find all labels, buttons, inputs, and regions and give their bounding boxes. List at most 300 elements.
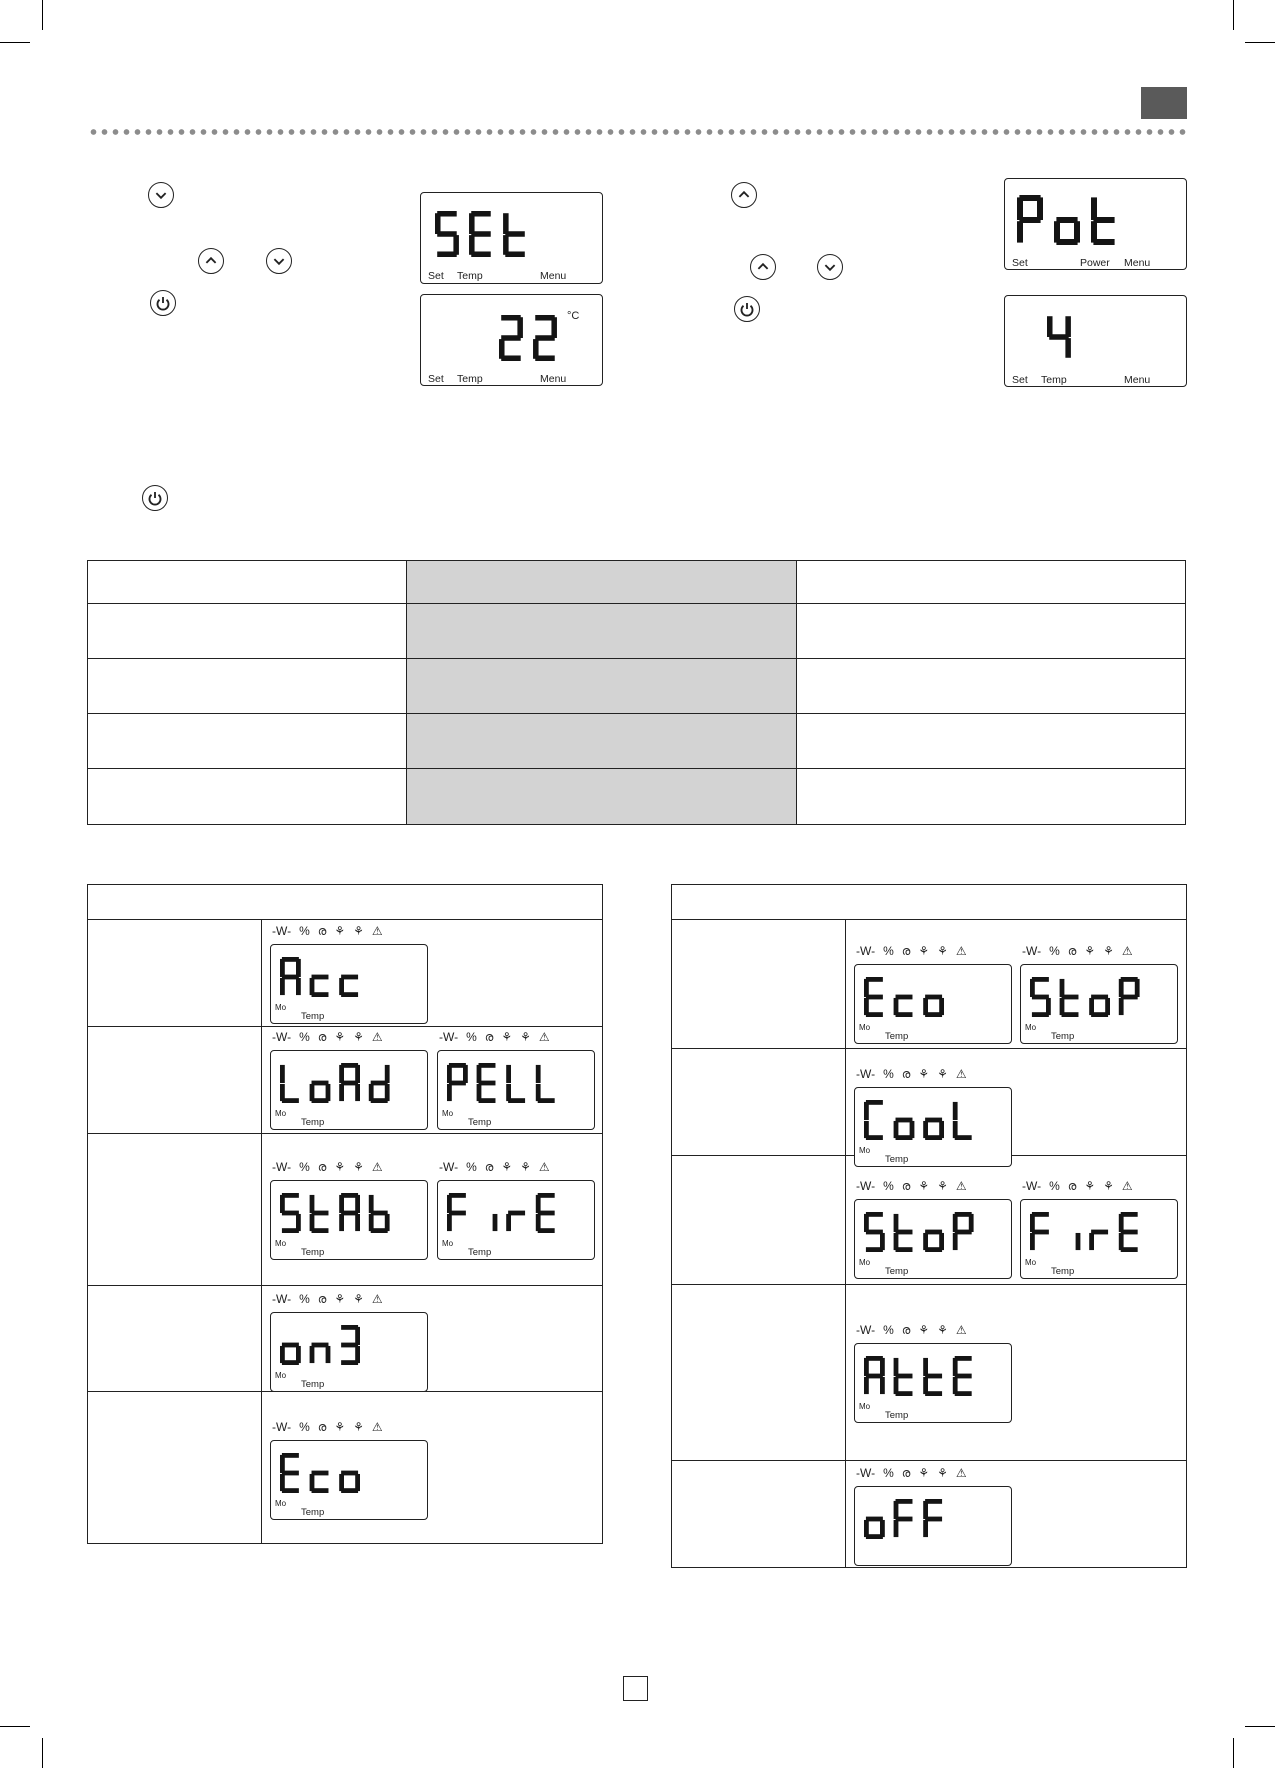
lcd-segment [1054,221,1060,242]
lcd-label-temp: Temp [301,1247,325,1258]
lcd-label-menu: Menu [540,270,567,282]
lcd-segment [864,1102,869,1120]
alarm-icon: ⚠ [955,1179,967,1193]
lcd-segment [866,1247,883,1252]
status-icon-row [272,1030,389,1044]
blower-icon: ര [901,1323,911,1337]
status-icon-row [856,1067,973,1081]
lcd-segment [1119,1233,1124,1250]
lcd-segment [371,1081,388,1086]
lcd-label-temp: Temp [468,1247,492,1258]
lcd-segment [896,995,913,1000]
status-display [854,944,1014,1044]
fan1-icon: ⚘ [918,1466,930,1480]
lcd-segment [1060,998,1065,1015]
table-cell [88,1027,262,1134]
pellet-auger-icon: % [299,1030,310,1044]
lcd-segment [499,339,505,359]
fan2-icon: ⚘ [353,1160,364,1174]
lcd-segment [296,959,301,977]
lcd-segment [864,979,869,997]
fan1-icon: ⚘ [501,1160,513,1174]
heater-icon: -W- [272,1160,292,1174]
lcd-segment [955,1374,972,1379]
lcd-segment [896,1374,913,1379]
lcd-segment [866,1374,883,1379]
lcd-label-mo: Mo [859,1146,871,1155]
lcd-digits [1030,977,1140,1017]
lcd-segment [894,1233,899,1250]
status-icon-row [856,944,973,958]
lcd-segment [339,1474,344,1491]
table-cell [672,1049,846,1156]
lcd-segment [894,1377,899,1394]
crop-mark [1233,1738,1234,1768]
fan2-icon: ⚘ [937,1323,948,1337]
alarm-icon: ⚠ [955,944,967,958]
lcd-segment [369,1214,374,1231]
blower-icon: ര [317,1420,327,1434]
crop-mark [1245,1726,1275,1727]
pellet-auger-icon: % [883,1067,894,1081]
alarm-icon: ⚠ [1121,1179,1133,1193]
lcd-segment [880,1377,885,1394]
status-display [270,1420,430,1520]
lcd-segment [339,1065,344,1083]
pellet-auger-icon: % [1049,944,1060,958]
pellet-auger-icon: % [299,1292,310,1306]
lcd-set-power [1004,178,1187,270]
table-cell [407,659,797,714]
lcd-segment [280,1474,285,1491]
status-icon-row [439,1030,556,1044]
pellet-auger-icon: % [466,1160,477,1174]
heater-icon: -W- [439,1160,459,1174]
lcd-segment [341,1360,358,1365]
lcd-segment [310,978,315,995]
lcd-segment [866,995,883,1000]
status-icon-row [439,1160,556,1174]
lcd-segment [923,998,928,1015]
lcd-digits [280,957,360,997]
lcd-label-mo: Mo [859,1258,871,1267]
pellet-auger-icon: % [299,1420,310,1434]
status-icon-row [856,1323,973,1337]
lcd-segment [282,1228,299,1233]
lcd-segment [503,213,509,234]
lcd-label-temp: Temp [1051,1266,1075,1277]
lcd-segment [477,1065,482,1083]
lcd-segment [923,1358,928,1376]
lcd-segment [341,1343,358,1348]
heater-icon: -W- [272,1420,292,1434]
status-display [1020,1179,1180,1279]
lcd-segment [1056,217,1077,223]
fan2-icon: ⚘ [353,1420,364,1434]
lcd-segment [864,998,869,1015]
lcd-segment [925,1230,942,1235]
fan2-icon: ⚘ [520,1160,531,1174]
lcd-label-temp: Temp [468,1117,492,1128]
table-row [88,769,1186,825]
lcd-label-temp: Temp [885,1031,909,1042]
crop-mark [42,1738,43,1768]
lcd-segment [1089,998,1094,1015]
page-section-tab [1141,87,1187,119]
lcd-segment [925,1374,942,1379]
chevron-up-icon [731,182,757,208]
lcd-segment [953,1102,958,1120]
blower-icon: ര [317,924,327,938]
lcd-segment [866,1230,883,1235]
pellet-auger-icon: % [883,1323,894,1337]
lcd-segment [925,1118,942,1123]
status-lcd [270,1440,428,1520]
fan2-icon: ⚘ [937,1179,948,1193]
chevron-up-icon [198,248,224,274]
lcd-segment [280,1065,285,1083]
lcd-segment [1017,221,1023,242]
crop-mark [0,42,30,43]
lcd-segment [341,1081,358,1086]
alarm-icon: ⚠ [371,1030,383,1044]
lcd-segment [1119,998,1124,1015]
lcd-segment [341,1211,358,1216]
table-cell [88,1134,262,1286]
lcd-segment [435,213,441,234]
status-display [1020,944,1180,1044]
lcd-segment [955,1230,972,1235]
lcd-label-mo: Mo [442,1109,454,1118]
blower-icon: ര [901,1179,911,1193]
fan1-icon: ⚘ [334,924,346,938]
lcd-label-temp: Temp [301,1011,325,1022]
lcd-segment [866,1517,883,1522]
lcd-segment [864,1358,869,1376]
lcd-set-temperature [420,192,603,284]
lcd-segment [1032,1012,1049,1017]
lcd-segment [953,1233,958,1250]
fan2-icon: ⚘ [353,1030,364,1044]
status-display [270,1160,430,1260]
lcd-label-mo: Mo [859,1402,871,1411]
fan2-icon: ⚘ [353,924,364,938]
lcd-segment [310,1214,315,1231]
lcd-segment [477,1084,482,1101]
alarm-icon: ⚠ [538,1030,550,1044]
heater-icon: -W- [272,924,292,938]
blower-icon: ര [1067,944,1077,958]
power-icon [142,485,168,511]
lcd-segment [339,1214,344,1231]
lcd-label-power: Power [1080,257,1110,269]
lcd-segment [896,1118,913,1123]
status-icon-row [272,1420,389,1434]
status-display [854,1466,1014,1566]
status-lcd [854,1486,1012,1566]
lcd-segment [341,1471,358,1476]
blower-icon: ര [1067,1179,1077,1193]
lcd-segment [894,1501,899,1519]
lcd-segment [310,1195,315,1213]
lcd-digits [864,1499,944,1539]
table-header-row [672,885,1187,920]
lcd-segment [369,1084,374,1101]
lcd-segment [469,213,475,234]
lcd-digits [499,315,557,361]
lcd-segment [282,975,299,980]
lcd-segment [326,1346,331,1363]
status-icon-row [856,1179,973,1193]
lcd-segment [1091,197,1097,220]
alarm-icon: ⚠ [371,924,383,938]
lcd-segment [517,317,523,338]
lcd-segment [894,1214,899,1232]
lcd-segment [312,1343,329,1348]
table-cell [672,1461,846,1568]
lcd-segment [894,1520,899,1537]
lcd-segment [280,1195,285,1213]
lcd-segment [505,231,525,237]
alarm-icon: ⚠ [371,1160,383,1174]
lcd-digits [864,1100,974,1140]
alarm-icon: ⚠ [955,1067,967,1081]
status-display [854,1067,1014,1167]
lcd-digits [435,211,527,257]
lcd-segment [506,1065,511,1083]
lcd-segment [923,1501,928,1519]
lcd-segment [280,1346,285,1363]
lcd-segment [953,1377,958,1394]
lcd-segment [1047,316,1053,337]
table-row [88,604,1186,659]
page-number-box [623,1676,648,1701]
lcd-segment [538,1211,555,1216]
lcd-segment [463,1065,468,1083]
fan1-icon: ⚘ [334,1030,346,1044]
status-lcd [1020,964,1178,1044]
pellet-auger-icon: % [883,944,894,958]
lcd-digits [864,1356,974,1396]
lcd-segment [355,1214,360,1231]
heater-icon: -W- [272,1030,292,1044]
lcd-segment [369,1195,374,1213]
lcd-digits [1047,314,1071,360]
crop-mark [0,1726,30,1727]
status-display [437,1030,597,1130]
fan1-icon: ⚘ [334,1292,346,1306]
lcd-segment [339,978,344,995]
lcd-segment [894,998,899,1015]
lcd-segment [312,1211,329,1216]
lcd-segment [864,1121,869,1138]
fan1-icon: ⚘ [918,1323,930,1337]
lcd-segment [864,1214,869,1232]
lcd-label-menu: Menu [1124,257,1151,269]
lcd-segment [447,1084,452,1101]
status-lcd [854,1087,1012,1167]
lcd-segment [1121,1230,1138,1235]
lcd-segment [925,995,942,1000]
lcd-label-set: Set [1012,257,1028,269]
fan2-icon: ⚘ [937,944,948,958]
lcd-segment [536,1084,541,1101]
lcd-segment [447,1214,452,1231]
lcd-segment [1062,995,1079,1000]
pellet-auger-icon: % [466,1030,477,1044]
fan2-icon: ⚘ [1103,944,1114,958]
status-lcd [854,964,1012,1044]
table-cell [88,714,407,769]
lcd-digits [447,1193,557,1233]
table-row [88,714,1186,769]
lcd-segment [953,1121,958,1138]
lcd-segment [437,251,457,257]
blower-icon: ര [484,1160,494,1174]
table-row [88,659,1186,714]
lcd-segment [1065,338,1071,358]
pellet-auger-icon: % [299,924,310,938]
lcd-temperature-value [420,294,603,386]
lcd-label-set: Set [1012,374,1028,386]
status-display [270,924,430,1024]
table-cell [797,714,1186,769]
lcd-segment [896,1230,913,1235]
lcd-digits [280,1193,390,1233]
lcd-segment [310,1346,315,1363]
alarm-icon: ⚠ [371,1420,383,1434]
status-display [270,1030,430,1130]
table-cell [672,920,846,1049]
lcd-label-set: Set [428,270,444,282]
lcd-segment [536,1065,541,1083]
lcd-segment [508,1211,525,1216]
table-header-cell [88,885,603,920]
lcd-label-temp: Temp [1041,374,1067,386]
lcd-segment [1091,221,1097,242]
lcd-segment [312,1081,329,1086]
fan1-icon: ⚘ [334,1160,346,1174]
lcd-segment [535,335,555,341]
lcd-segment [1060,979,1065,997]
lcd-segment [1076,1233,1081,1250]
lcd-label-temp: Temp [885,1410,909,1421]
pellet-auger-icon: % [1049,1179,1060,1193]
fan2-icon: ⚘ [937,1067,948,1081]
blower-icon: ര [317,1030,327,1044]
chevron-down-icon [266,248,292,274]
lcd-segment [341,975,358,980]
status-display [854,1179,1014,1279]
lcd-segment [536,1195,541,1213]
lcd-segment [310,1084,315,1101]
status-icon-row [1022,944,1139,958]
heater-icon: -W- [856,1323,876,1337]
blower-icon: ര [317,1292,327,1306]
heater-icon: -W- [856,1067,876,1081]
lcd-segment [536,1214,541,1231]
lcd-label-menu: Menu [1124,374,1151,386]
lcd-segment [1119,979,1124,997]
lcd-segment [355,1084,360,1101]
lcd-segment [1030,1214,1035,1232]
lcd-segment [1032,1230,1049,1235]
lcd-digits [1017,195,1117,245]
lcd-segment [447,1065,452,1083]
lcd-digits [280,1063,390,1103]
alarm-icon: ⚠ [371,1292,383,1306]
table-cell [672,1285,846,1461]
heater-icon: -W- [856,944,876,958]
table-cell [88,604,407,659]
lcd-segment [1121,995,1138,1000]
status-lcd [270,1312,428,1392]
lcd-segment [953,1358,958,1376]
lcd-segment [896,1517,913,1522]
lcd-segment [437,231,457,237]
lcd-segment [355,1195,360,1213]
lcd-segment [355,1065,360,1083]
crop-mark [1245,42,1275,43]
heater-icon: -W- [272,1292,292,1306]
fan1-icon: ⚘ [918,944,930,958]
lcd-label-temp: Temp [1051,1031,1075,1042]
lcd-segment [864,1377,869,1394]
blower-icon: ര [901,1466,911,1480]
blower-icon: ര [901,944,911,958]
lcd-segment [310,1474,315,1491]
lcd-unit: °C [567,310,580,322]
alarm-icon: ⚠ [955,1466,967,1480]
lcd-segment [449,1081,466,1086]
table-cell [88,561,407,604]
lcd-segment [923,1233,928,1250]
table-cell [797,561,1186,604]
lcd-digits [280,1325,360,1365]
heater-icon: -W- [856,1179,876,1193]
fan1-icon: ⚘ [918,1179,930,1193]
fan1-icon: ⚘ [918,1067,930,1081]
lcd-label-temp: Temp [885,1266,909,1277]
lcd-digits [280,1453,360,1493]
table-cell [797,769,1186,825]
status-icon-row [272,924,389,938]
table-cell [407,604,797,659]
lcd-label-mo: Mo [1025,1258,1037,1267]
lcd-segment [1089,1233,1094,1250]
crop-mark [42,0,43,30]
lcd-segment [1037,197,1043,220]
lcd-segment [1119,1214,1124,1232]
table-cell [407,769,797,825]
status-lcd [437,1050,595,1130]
status-icon-row [272,1292,389,1306]
status-lcd [270,1050,428,1130]
lcd-label-temp: Temp [301,1379,325,1390]
fan2-icon: ⚘ [520,1030,531,1044]
lcd-digits [1030,1212,1140,1252]
lcd-label-temp: Temp [457,373,483,385]
pellet-auger-icon: % [883,1179,894,1193]
power-icon [734,296,760,322]
lcd-segment [925,1517,942,1522]
table-cell [407,714,797,769]
lcd-segment [864,1520,869,1537]
lcd-power-value [1004,295,1187,387]
lcd-segment [479,1081,496,1086]
lcd-segment [1091,995,1108,1000]
lcd-segment [506,1084,511,1101]
